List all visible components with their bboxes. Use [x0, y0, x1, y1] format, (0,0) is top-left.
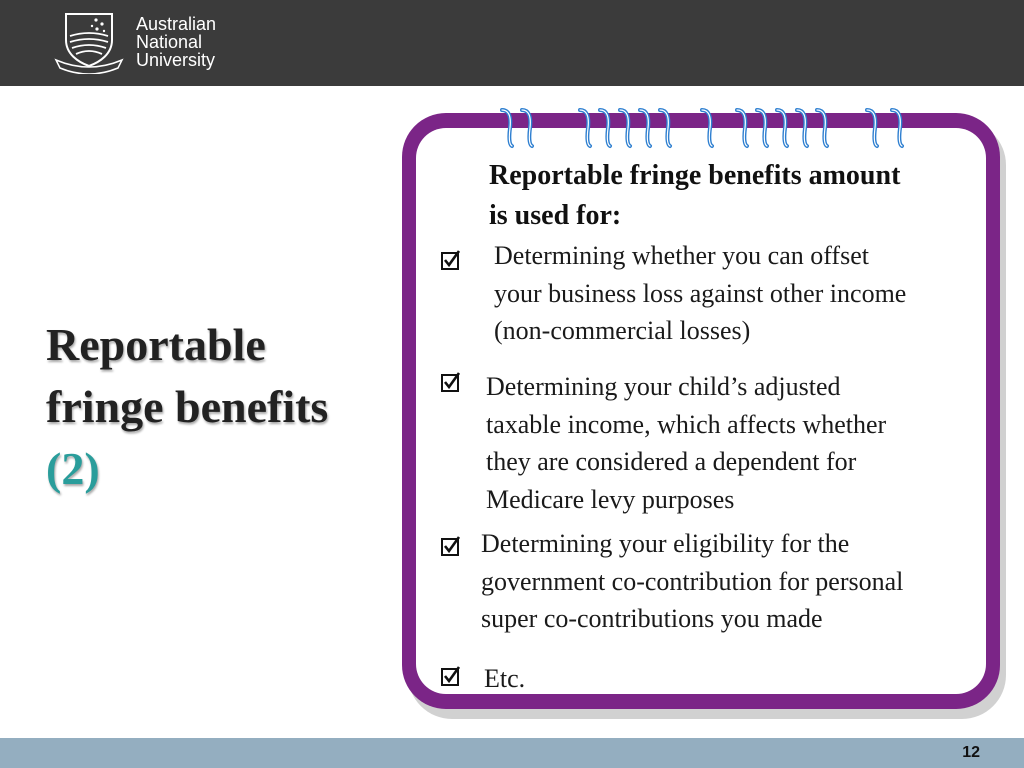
spiral-ring-icon [777, 110, 787, 146]
list-item-line: your business loss against other income [494, 278, 907, 308]
list-item-line: Determining whether you can offset [494, 241, 869, 270]
slide-title [46, 314, 386, 500]
spiral-ring-icon [660, 110, 670, 146]
list-item-line: (non-commercial losses) [494, 316, 751, 345]
logo-line-2: National [136, 32, 203, 52]
logo-line-1: Australian [136, 14, 217, 34]
spiral-ring-icon [600, 110, 610, 146]
spiral-ring-icon [892, 110, 902, 146]
checkbox-checked-icon [441, 250, 461, 270]
list-item [486, 368, 886, 518]
list-item [494, 237, 906, 350]
notebook-heading-line-1: Reportable fringe benefits amount [489, 160, 901, 191]
spiral-ring-icon [502, 110, 512, 146]
list-item-line: Medicare levy purposes [486, 484, 735, 514]
spiral-ring-icon [640, 110, 650, 146]
list-item [481, 525, 903, 638]
spiral-ring-icon [522, 110, 532, 146]
slide-title-number: (2) [46, 443, 100, 494]
university-logo-text [136, 15, 216, 69]
list-item-line: Determining your child’s adjusted [486, 372, 841, 401]
notebook-heading-line-2: is used for: [489, 200, 622, 231]
list-item-line: government co-contribution for personal [481, 566, 904, 596]
spiral-binding-icon [492, 106, 922, 150]
slide-title-line-2: fringe benefits [46, 381, 329, 432]
list-item-line: Determining your eligibility for the [481, 529, 850, 558]
logo-line-3: University [136, 50, 216, 70]
anu-crest-icon [52, 10, 126, 74]
checkbox-checked-icon [441, 666, 461, 686]
notebook-heading [489, 156, 1009, 236]
list-item-line: super co-contributions you made [481, 604, 823, 633]
spiral-ring-icon [620, 110, 630, 146]
spiral-ring-icon [702, 110, 712, 146]
header-bar [0, 0, 1024, 86]
spiral-ring-icon [817, 110, 827, 146]
slide-title-line-1: Reportable [46, 319, 266, 370]
spiral-ring-icon [580, 110, 590, 146]
spiral-ring-icon [797, 110, 807, 146]
list-item-line: they are considered a dependent for [486, 447, 857, 476]
checkbox-checked-icon [441, 536, 461, 556]
spiral-ring-icon [757, 110, 767, 146]
list-item [484, 660, 525, 698]
spiral-ring-icon [737, 110, 747, 146]
footer-bar [0, 738, 1024, 768]
list-item-line: taxable income, which affects whether [486, 409, 887, 439]
checkbox-checked-icon [441, 372, 461, 392]
spiral-ring-icon [867, 110, 877, 146]
page-number: 12 [962, 744, 980, 761]
list-item-line: Etc. [484, 664, 526, 693]
